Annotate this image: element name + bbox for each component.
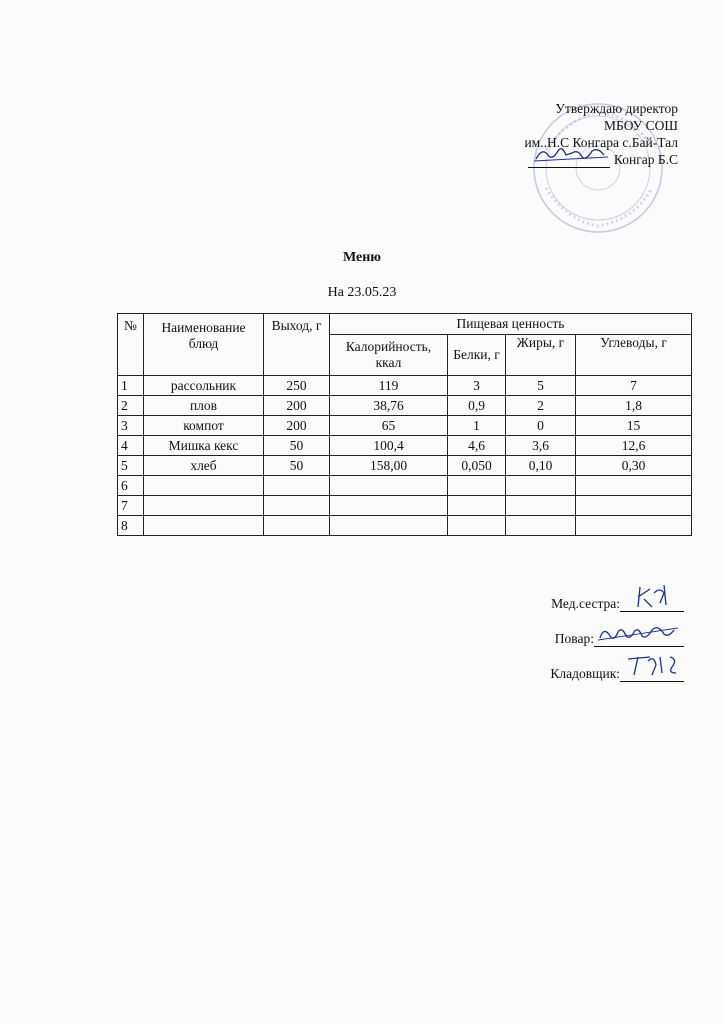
table-row: [118, 476, 692, 496]
cell-fat: 0,10: [506, 456, 576, 476]
table-row: [118, 436, 692, 456]
cell-carbs: 1,8: [576, 396, 692, 416]
approval-line-3: им..Н.С Конгара с.Бай-Тал: [524, 135, 678, 150]
nurse-signature: [620, 597, 684, 612]
cell-name: [144, 516, 264, 536]
cell-name: [144, 476, 264, 496]
cell-yield: 50: [264, 436, 330, 456]
cell-protein: 1: [448, 416, 506, 436]
signoff-cook-label: Повар:: [554, 631, 594, 646]
cell-yield: [264, 476, 330, 496]
table-row: [118, 456, 692, 476]
cell-num: 1: [118, 376, 144, 396]
approval-signature-row: [524, 151, 678, 168]
cell-carbs: 0,30: [576, 456, 692, 476]
signoff-block: [550, 596, 684, 701]
table-row: [118, 376, 692, 396]
header-name: Наименование блюд: [144, 314, 264, 376]
cell-protein: 0,9: [448, 396, 506, 416]
cell-fat: [506, 516, 576, 536]
header-calories: Калорийность, ккал: [330, 335, 448, 376]
signoff-cook-row: [550, 631, 684, 648]
cell-fat: 3,6: [506, 436, 576, 456]
cell-protein: [448, 516, 506, 536]
signoff-nurse-label: Мед.сестра:: [551, 596, 620, 611]
header-nutrition: Пищевая ценность: [330, 314, 692, 335]
signoff-storekeeper-label: Кладовщик:: [550, 666, 620, 681]
cell-fat: [506, 496, 576, 516]
header-carbs: Углеводы, г: [576, 335, 692, 376]
cell-num: 5: [118, 456, 144, 476]
director-signature: [528, 153, 610, 168]
cell-name: [144, 496, 264, 516]
cell-fat: 0: [506, 416, 576, 436]
cell-fat: [506, 476, 576, 496]
header-num: №: [118, 314, 144, 376]
header-fat: Жиры, г: [506, 335, 576, 376]
menu-table: [117, 313, 692, 536]
cell-calories: [330, 496, 448, 516]
cell-protein: 4,6: [448, 436, 506, 456]
cell-name: плов: [144, 396, 264, 416]
cell-calories: 38,76: [330, 396, 448, 416]
cell-fat: 5: [506, 376, 576, 396]
signoff-nurse-row: [550, 596, 684, 613]
cell-calories: 158,00: [330, 456, 448, 476]
cell-protein: 3: [448, 376, 506, 396]
storekeeper-signature: [620, 667, 684, 682]
cell-carbs: [576, 476, 692, 496]
cell-name: компот: [144, 416, 264, 436]
document-title: Меню: [342, 250, 381, 265]
approval-signer: Конгар Б.С: [613, 152, 678, 167]
cook-signature: [594, 632, 684, 647]
table-row: [118, 516, 692, 536]
table-row: [118, 416, 692, 436]
cell-yield: 200: [264, 396, 330, 416]
cell-yield: 250: [264, 376, 330, 396]
cell-carbs: [576, 516, 692, 536]
cell-num: 4: [118, 436, 144, 456]
cell-num: 2: [118, 396, 144, 416]
cell-name: Мишка кекс: [144, 436, 264, 456]
approval-block: [524, 100, 678, 168]
cell-carbs: 12,6: [576, 436, 692, 456]
cell-num: 6: [118, 476, 144, 496]
cell-num: 3: [118, 416, 144, 436]
cell-calories: 119: [330, 376, 448, 396]
header-yield: Выход, г: [264, 314, 330, 376]
cell-protein: 0,050: [448, 456, 506, 476]
cell-calories: 65: [330, 416, 448, 436]
cell-carbs: 7: [576, 376, 692, 396]
cell-carbs: [576, 496, 692, 516]
approval-line-2: МБОУ СОШ: [604, 118, 678, 133]
cell-carbs: 15: [576, 416, 692, 436]
cell-calories: 100,4: [330, 436, 448, 456]
cell-protein: [448, 476, 506, 496]
cell-calories: [330, 516, 448, 536]
cell-calories: [330, 476, 448, 496]
cell-name: хлеб: [144, 456, 264, 476]
cell-fat: 2: [506, 396, 576, 416]
cell-num: 8: [118, 516, 144, 536]
document-date: На 23.05.23: [327, 285, 397, 300]
approval-line-1: Утверждаю директор: [555, 101, 678, 116]
signoff-storekeeper-row: [550, 666, 684, 683]
cell-num: 7: [118, 496, 144, 516]
table-row: [118, 496, 692, 516]
cell-name: рассольник: [144, 376, 264, 396]
cell-yield: 50: [264, 456, 330, 476]
cell-protein: [448, 496, 506, 516]
header-protein: Белки, г: [448, 335, 506, 376]
cell-yield: [264, 496, 330, 516]
cell-yield: 200: [264, 416, 330, 436]
cell-yield: [264, 516, 330, 536]
table-row: [118, 396, 692, 416]
